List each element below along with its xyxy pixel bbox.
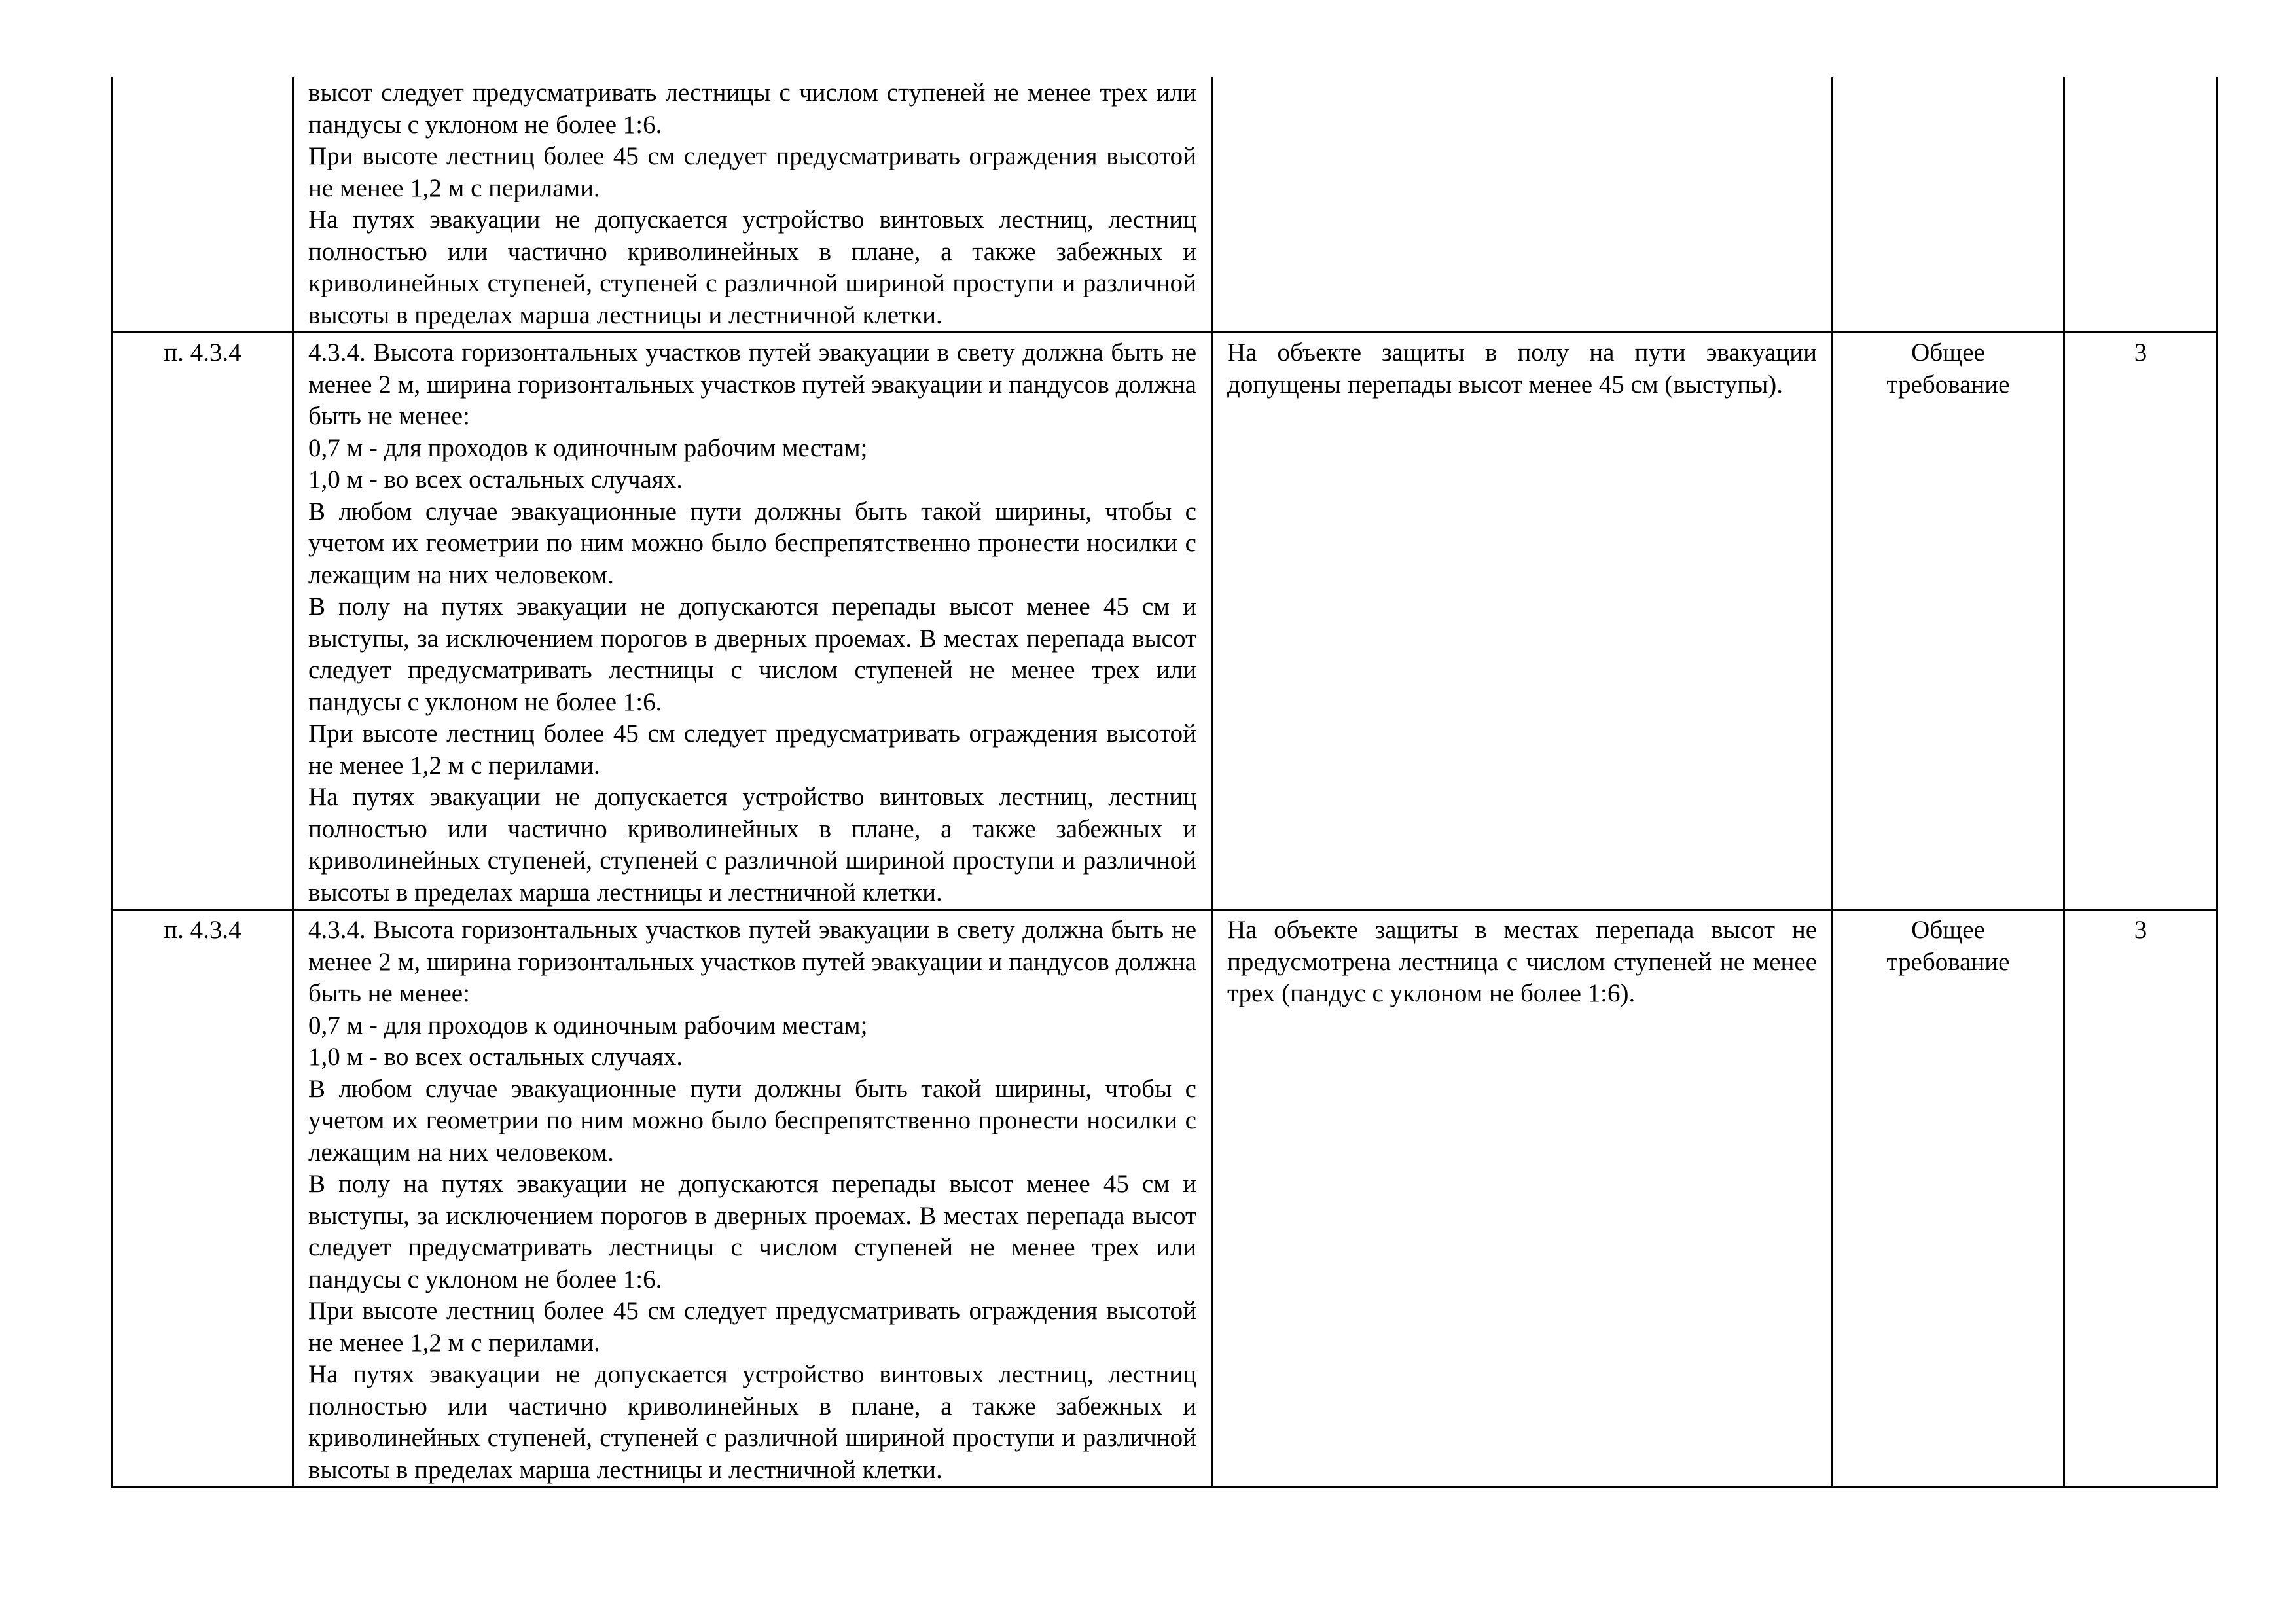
row-number-cell: 3 [2064,910,2217,1487]
norm-reference-cell [113,77,293,333]
requirement-paragraph: В любом случае эвакуационные пути должны быть такой ширины, чтобы с учетом их геометрии по ним можно было беспрепятственно пронести носилки с лежащим на них человеком. [308,497,1196,589]
requirement-paragraph: На путях эвакуации не допускается устройство винтовых лестниц, лестниц полностью или частично криволинейных в плане, а также забежных и криволинейных ступеней, ступеней с различной шириной проступи и различной высоты в пределах марша лестницы и лестничной клетки. [308,206,1196,329]
requirement-paragraph: 0,7 м - для проходов к одиночным рабочим местам; [308,1011,868,1039]
row-number-cell [2064,77,2217,333]
violation-text: На объекте защиты в местах перепада высот не предусмотрена лестница с числом ступеней не менее трех (пандус с уклоном не более 1:6). [1227,916,1817,1007]
requirement-text-cell [293,77,1212,333]
requirement-paragraph: В полу на путях эвакуации не допускаются перепады высот менее 45 см и выступы, за исключением порогов в дверных проемах. В местах перепада высот следует предусматривать лестницы с числом ступеней не менее трех или пандусы с уклоном не более 1:6. [308,1170,1196,1293]
norm-reference-cell: п. 4.3.4 [113,333,293,910]
norm-reference-cell: п. 4.3.4 [113,910,293,1487]
row-number-cell: 3 [2064,333,2217,910]
violation-description-cell [1212,77,1833,333]
requirement-paragraph: При высоте лестниц более 45 см следует предусматривать ограждения высотой не менее 1,2 м с перилами. [308,1297,1196,1357]
requirement-type-cell: Общее требование [1833,333,2064,910]
requirement-paragraph: На путях эвакуации не допускается устройство винтовых лестниц, лестниц полностью или частично криволинейных в плане, а также забежных и криволинейных ступеней, ступеней с различной шириной проступи и различной высоты в пределах марша лестницы и лестничной клетки. [308,1360,1196,1484]
violation-text: На объекте защиты в полу на пути эвакуации допущены перепады высот менее 45 см (выступы). [1227,338,1817,399]
inspection-table [111,77,2218,1488]
requirement-paragraph: При высоте лестниц более 45 см следует предусматривать ограждения высотой не менее 1,2 м с перилами. [308,719,1196,780]
requirement-paragraph: На путях эвакуации не допускается устройство винтовых лестниц, лестниц полностью или частично криволинейных в плане, а также забежных и криволинейных ступеней, ступеней с различной шириной проступи и различной высоты в пределах марша лестницы и лестничной клетки. [308,783,1196,907]
requirement-paragraph: В полу на путях эвакуации не допускаются перепады высот менее 45 см и выступы, за исключением порогов в дверных проемах. В местах перепада высот следует предусматривать лестницы с числом ступеней не менее трех или пандусы с уклоном не более 1:6. [308,592,1196,716]
requirement-paragraph: 4.3.4. Высота горизонтальных участков путей эвакуации в свету должна быть не менее 2 м, ширина горизонтальных участков путей эвакуации и пандусов должна быть не менее: [308,916,1196,1007]
requirement-paragraph: 1,0 м - во всех остальных случаях. [308,1043,683,1071]
table-row [113,910,2217,1487]
requirement-paragraph: При высоте лестниц более 45 см следует предусматривать ограждения высотой не менее 1,2 м с перилами. [308,142,1196,202]
requirement-type-cell [1833,77,2064,333]
requirement-type-cell: Общее требование [1833,910,2064,1487]
requirement-paragraph: высот следует предусматривать лестницы с числом ступеней не менее трех или пандусы с уклоном не более 1:6. [308,79,1196,139]
requirement-paragraph: 1,0 м - во всех остальных случаях. [308,465,683,494]
violation-description-cell [1212,333,1833,910]
requirement-text-cell [293,910,1212,1487]
violation-description-cell [1212,910,1833,1487]
requirement-paragraph: 4.3.4. Высота горизонтальных участков путей эвакуации в свету должна быть не менее 2 м, ширина горизонтальных участков путей эвакуации и пандусов должна быть не менее: [308,338,1196,430]
table-row [113,77,2217,333]
requirement-text-cell [293,333,1212,910]
requirement-paragraph: 0,7 м - для проходов к одиночным рабочим местам; [308,433,868,462]
requirement-paragraph: В любом случае эвакуационные пути должны быть такой ширины, чтобы с учетом их геометрии по ним можно было беспрепятственно пронести носилки с лежащим на них человеком. [308,1074,1196,1166]
table-row [113,333,2217,910]
